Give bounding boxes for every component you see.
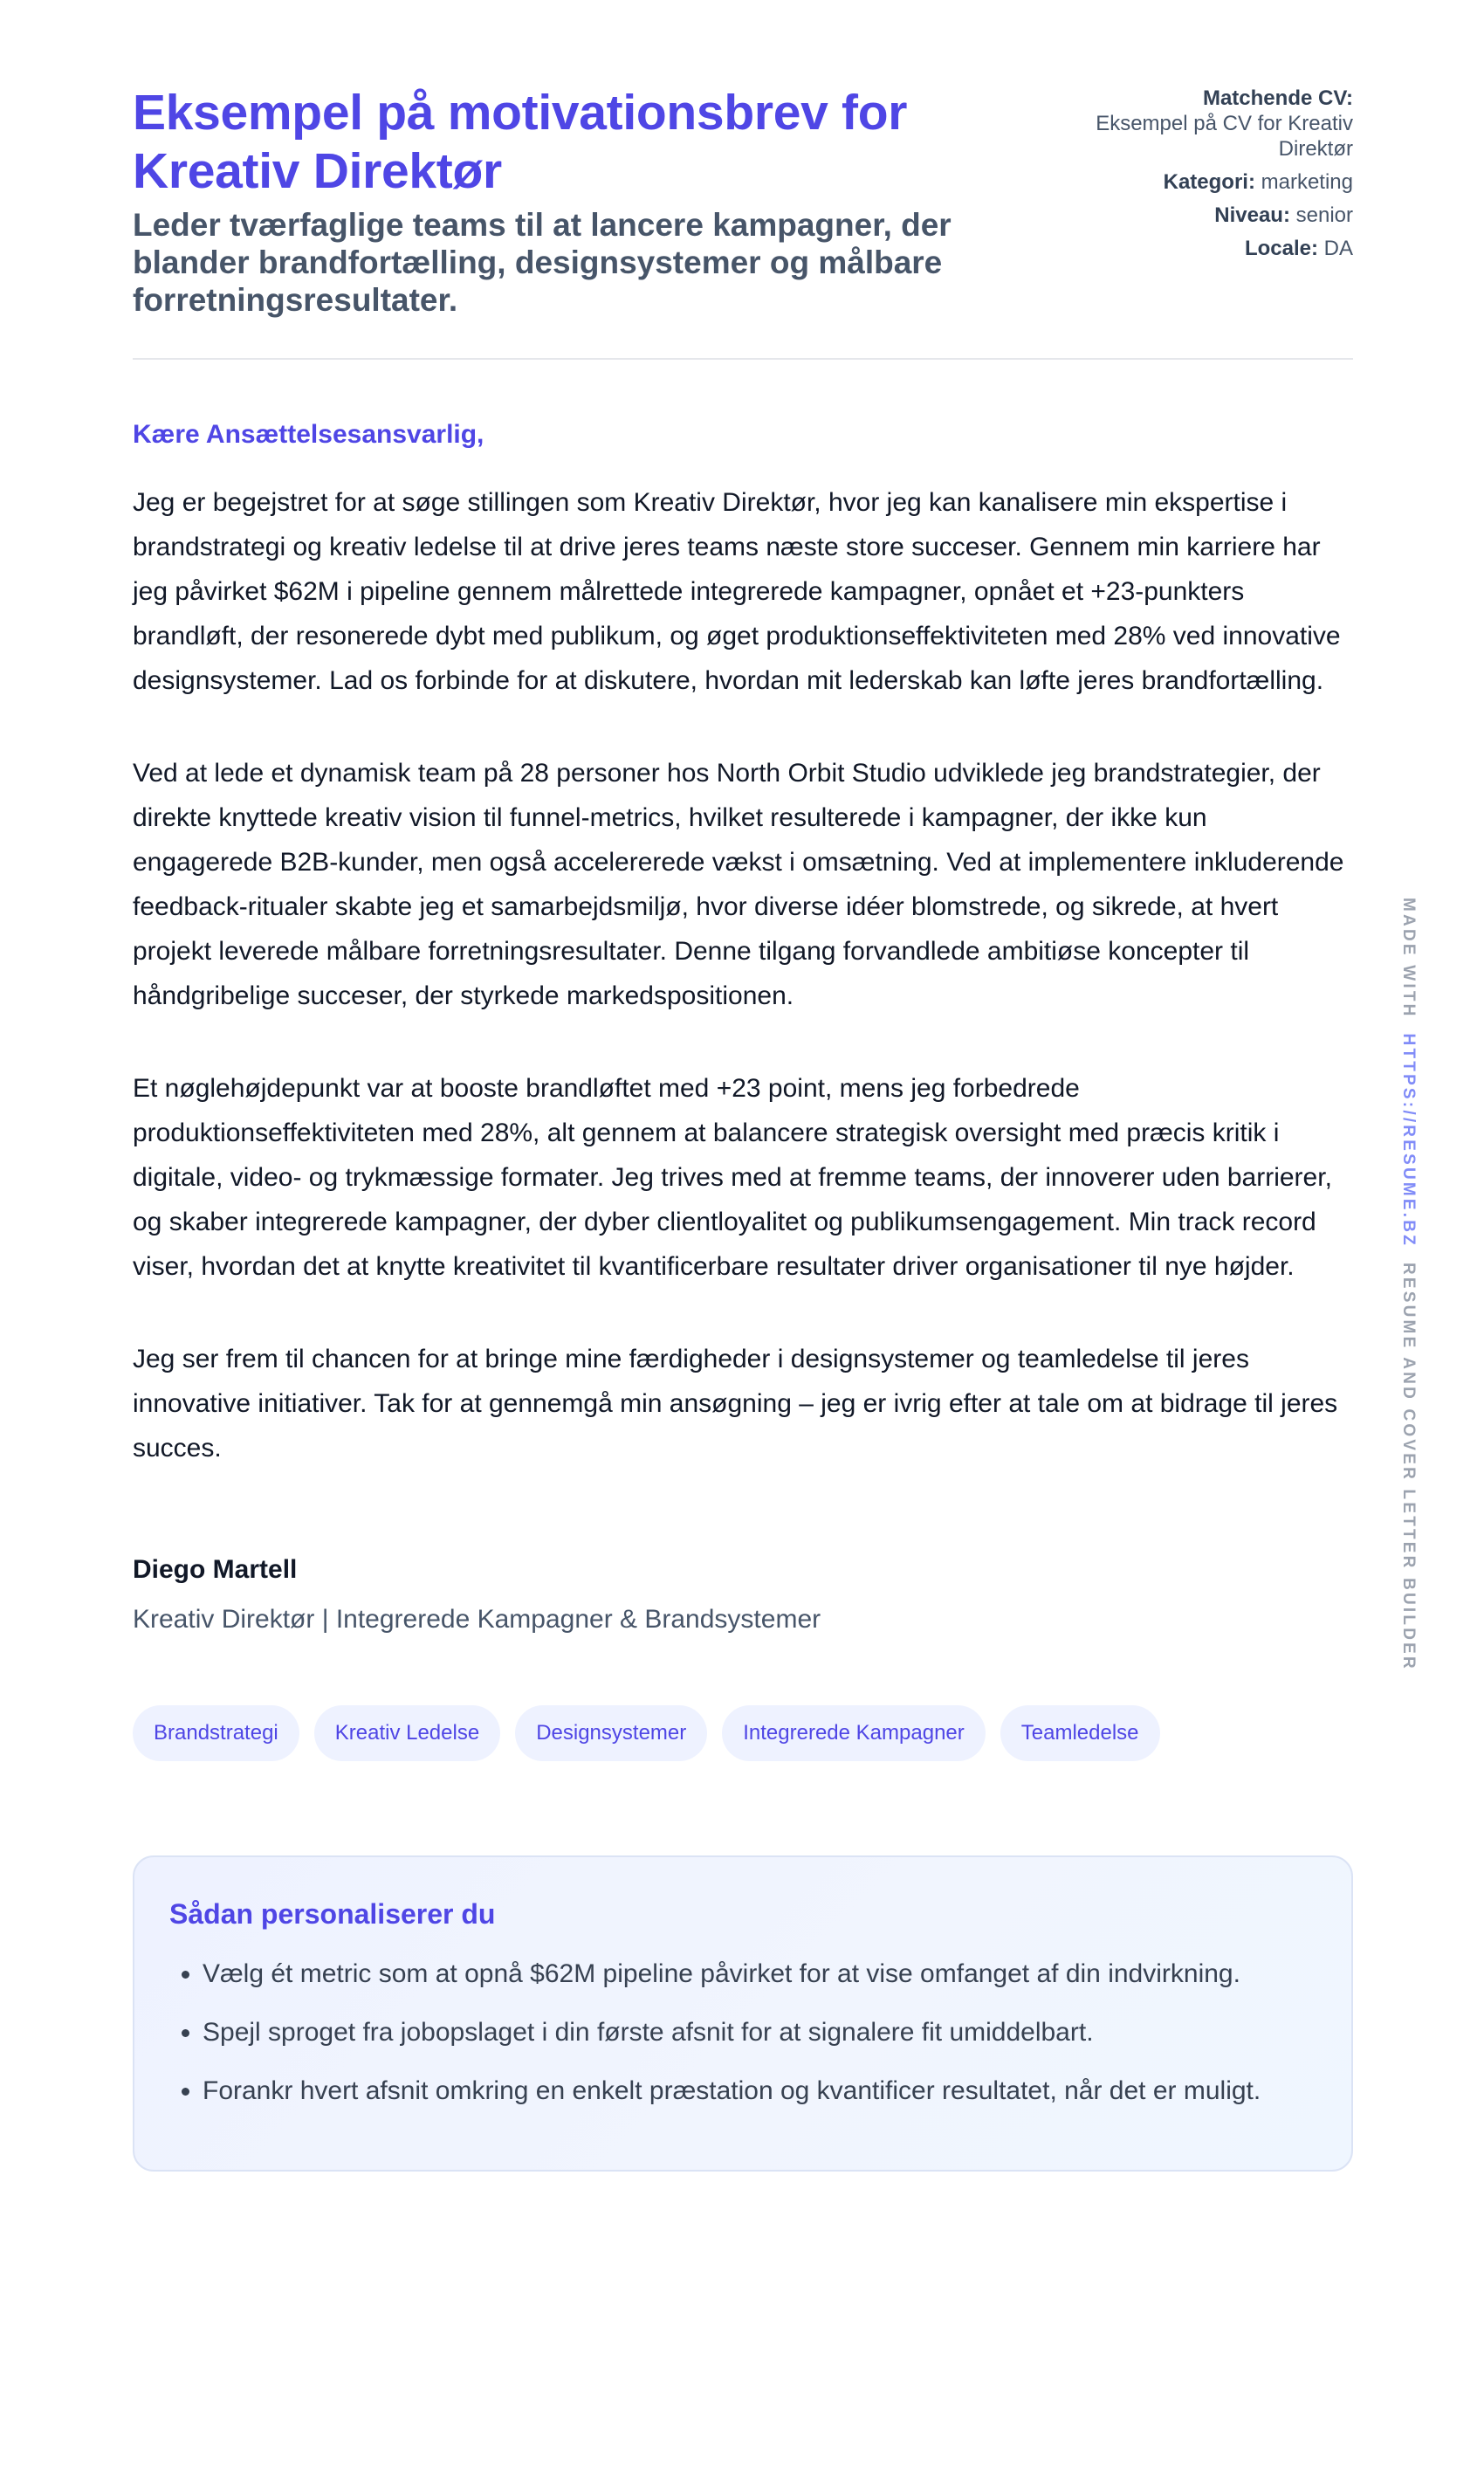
meta-panel [1065, 84, 1353, 269]
skill-tag: Integrerede Kampagner [722, 1705, 986, 1761]
letter-paragraph: Jeg ser frem til chancen for at bringe mine færdigheder i designsystemer og teamledelse til jeres innovative initiativer. Tak for at gennemgå min ansøgning – jeg er ivrig efter at tale om at bidrage til jeres succes. [133, 1345, 1338, 1463]
signature-role: Kreativ Direktør | Integrerede Kampagner & Brandsystemer [133, 1605, 821, 1634]
credit-link[interactable]: HTTPS://RESUME.BZ [1399, 1033, 1418, 1248]
title-block [133, 84, 988, 319]
level-label: Niveau: [1214, 203, 1290, 227]
credit-suffix: RESUME AND COVER LETTER BUILDER [1399, 1262, 1418, 1671]
signature-name: Diego Martell [133, 1555, 298, 1584]
matching-cv-link[interactable]: Eksempel på CV for Kreativ Direktør [1096, 112, 1353, 161]
cover-letter-page [133, 84, 1353, 2172]
skill-tags [133, 1705, 1353, 1761]
made-with-credit [1398, 898, 1418, 1671]
tip-item: • Spejl sproget fra jobopslaget i din første afsnit for at signalere fit umiddelbart. [203, 2010, 1318, 2055]
header [133, 84, 1353, 319]
locale-label: Locale: [1244, 237, 1318, 260]
matching-cv-label: Matchende CV: [1202, 86, 1353, 110]
skill-tag: Designsystemer [515, 1705, 707, 1761]
letter-greeting: Kære Ansættelsesansvarlig, [133, 420, 484, 449]
page-subtitle: Leder tværfaglige teams til at lancere kampagner, der blander brandfortælling, designsystemer og målbare forretningsresultater. [133, 207, 952, 318]
header-divider [133, 358, 1353, 360]
locale-value: DA [1323, 237, 1353, 260]
skill-tag: Kreativ Ledelse [314, 1705, 500, 1761]
meta-locale [1065, 236, 1353, 261]
page-title: Eksempel på motivationsbrev for Kreativ Direktør [133, 85, 908, 199]
personalization-tips [133, 1855, 1353, 2172]
skill-tag: Brandstrategi [133, 1705, 299, 1761]
tip-item: • Forankr hvert afsnit omkring en enkelt præstation og kvantificer resultatet, når det er muligt. [203, 2069, 1318, 2113]
tips-title: Sådan personaliserer du [169, 1898, 496, 1930]
credit-prefix: MADE WITH [1399, 898, 1418, 1019]
meta-category [1065, 169, 1353, 195]
tips-list [169, 1952, 1318, 2113]
level-value: senior [1295, 203, 1353, 227]
letter-body [133, 480, 1353, 1470]
skill-tag: Teamledelse [1000, 1705, 1160, 1761]
letter-paragraph: Ved at lede et dynamisk team på 28 personer hos North Orbit Studio udviklede jeg brandstrategier, der direkte knyttede kreativ vision til funnel-metrics, hvilket resulterede i kampagner, der ikke kun engagerede B2B-kunder, men også accelererede vækst i omsætning. Ved at implementere inkluderende feedback-ritualer skabte jeg et samarbejdsmiljø, hvor diverse idéer blomstrede, og sikrede, at hvert projekt leverede målbare forretningsresultater. Denne tilgang forvandlede ambitiøse koncepter til håndgribelige succeser, der styrkede markedspositionen. [133, 759, 1344, 1010]
matching-cv [1065, 86, 1353, 162]
letter-paragraph: Et nøglehøjdepunkt var at booste brandløftet med +23 point, mens jeg forbedrede produktionseffektiviteten med 28%, alt gennem at balancere strategisk oversight med præcis kritik i digitale, video- og trykmæssige formater. Jeg trives med at fremme teams, der innoverer uden barrierer, og skaber integrerede kampagner, der dyber clientloyalitet og publikumsengagement. Min track record viser, hvordan det at knytte kreativitet til kvantificerbare resultater driver organisationer til nye højder. [133, 1074, 1332, 1281]
tip-item: • Vælg ét metric som at opnå $62M pipeline påvirket for at vise omfanget af din indvirkning. [203, 1952, 1318, 1996]
letter-paragraph: Jeg er begejstret for at søge stillingen som Kreativ Direktør, hvor jeg kan kanalisere min ekspertise i brandstrategi og kreativ ledelse til at drive jeres teams næste store succeser. Gennem min karriere har jeg påvirket $62M i pipeline gennem målrettede integrerede kampagner, opnået et +23-punkters brandløft, der resonerede dybt med publikum, og øget produktionseffektiviteten med 28% ved innovative designsystemer. Lad os forbinde for at diskutere, hvordan mit lederskab kan løfte jeres brandfortælling. [133, 488, 1341, 695]
meta-level [1065, 203, 1353, 228]
category-label: Kategori: [1163, 170, 1255, 194]
category-value: marketing [1261, 170, 1353, 194]
signature [133, 1554, 1353, 1635]
